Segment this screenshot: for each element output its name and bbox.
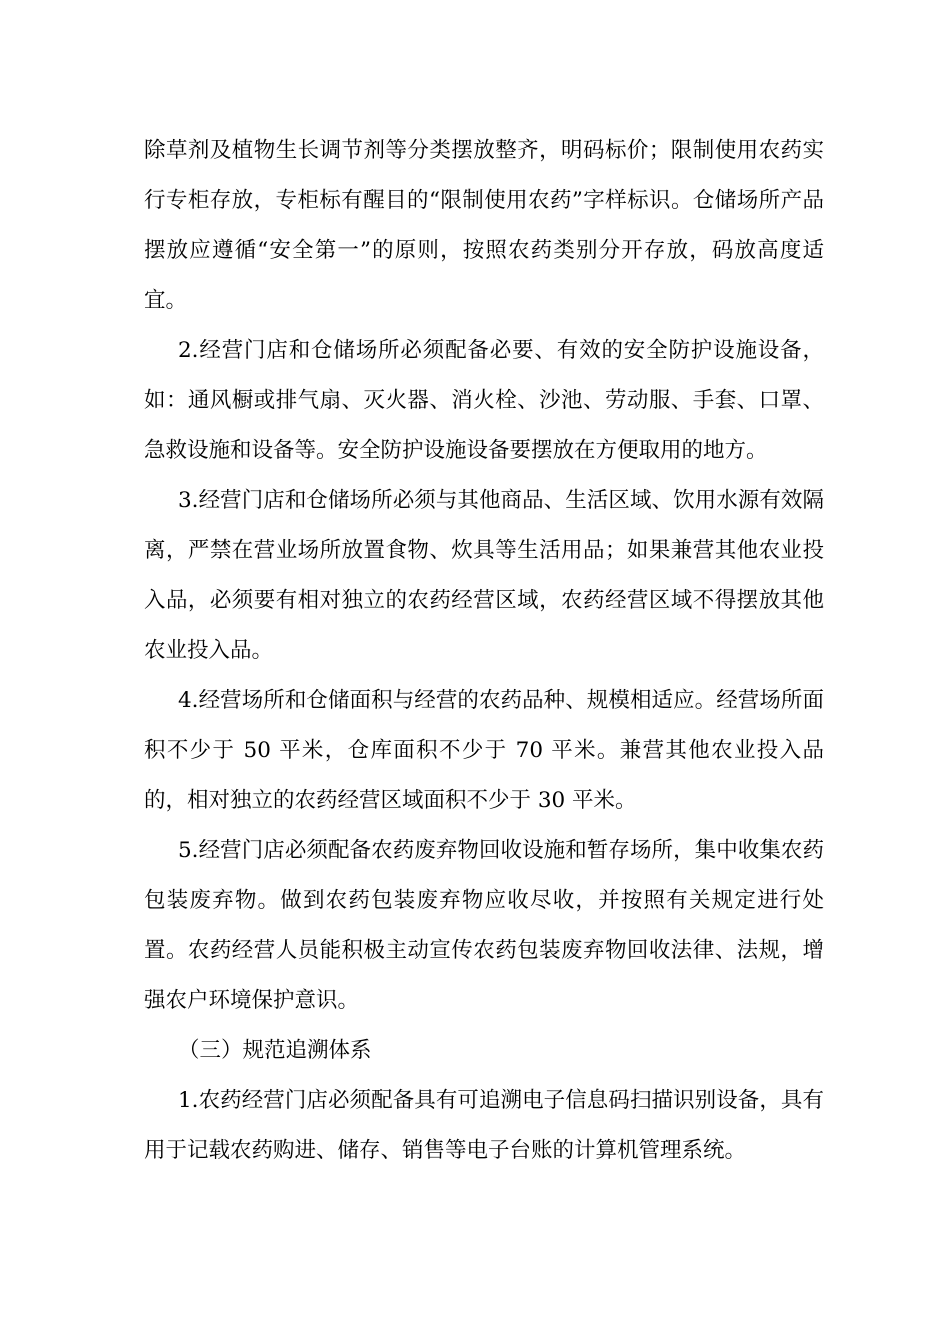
paragraph-item-5: 5.经营门店必须配备农药废弃物回收设施和暂存场所，集中收集农药包装废弃物。做到农药包装废弃物应收尽收，并按照有关规定进行处置。农药经营人员能积极主动宣传农药包装废弃物回收法律、法规，增强农户环境保护意识。 [144, 838, 824, 1013]
paragraph-traceability-1: 1.农药经营门店必须配备具有可追溯电子信息码扫描识别设备，具有用于记载农药购进、储存、销售等电子台账的计算机管理系统。 [144, 1088, 824, 1163]
paragraph-continuation: 除草剂及植物生长调节剂等分类摆放整齐，明码标价；限制使用农药实行专柜存放，专柜标有醒目的“限制使用农药”字样标识。仓储场所产品摆放应遵循“安全第一”的原则，按照农药类别分开存放，码放高度适宜。 [144, 138, 824, 313]
paragraph-item-3: 3.经营门店和仓储场所必须与其他商品、生活区域、饮用水源有效隔离，严禁在营业场所放置食物、炊具等生活用品；如果兼营其他农业投入品，必须要有相对独立的农药经营区域，农药经营区域不得摆放其他农业投入品。 [144, 488, 824, 663]
paragraph-item-4: 4.经营场所和仓储面积与经营的农药品种、规模相适应。经营场所面积不少于 50 平米，仓库面积不少于 70 平米。兼营其他农业投入品的，相对独立的农药经营区域面积不少于 30 平米。 [144, 688, 824, 813]
section-heading: （三）规范追溯体系 [178, 1038, 372, 1063]
document-body [144, 126, 824, 1176]
paragraph-item-2: 2.经营门店和仓储场所必须配备必要、有效的安全防护设施设备，如：通风橱或排气扇、灭火器、消火栓、沙池、劳动服、手套、口罩、急救设施和设备等。安全防护设施设备要摆放在方便取用的地方。 [144, 338, 824, 463]
